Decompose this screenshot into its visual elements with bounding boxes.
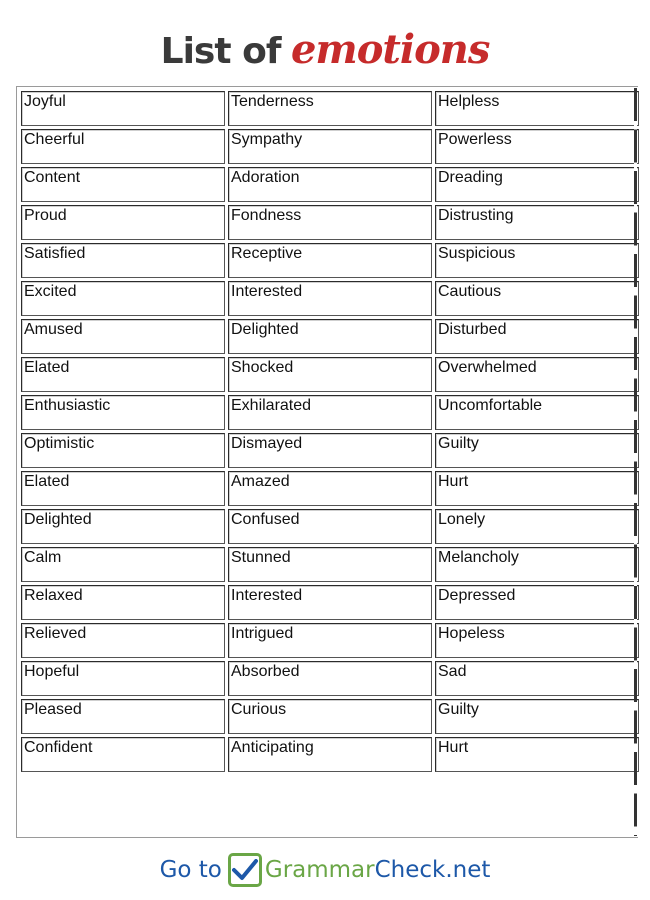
emotion-cell: Shocked [228, 357, 432, 392]
footer-link[interactable] [0, 848, 650, 892]
emotion-cell: Cheerful [21, 129, 225, 164]
emotion-cell: Joyful [21, 91, 225, 126]
emotion-cell: Disturbed [435, 319, 639, 354]
emotion-cell: Curious [228, 699, 432, 734]
emotion-cell: Delighted [228, 319, 432, 354]
emotion-cell: Hurt [435, 471, 639, 506]
emotion-cell: Elated [21, 357, 225, 392]
emotion-cell: Dismayed [228, 433, 432, 468]
table-row [21, 243, 639, 278]
emotion-cell: Guilty [435, 433, 639, 468]
emotion-cell: Helpless [435, 91, 639, 126]
emotion-cell: Exhilarated [228, 395, 432, 430]
emotion-cell: Lonely [435, 509, 639, 544]
emotion-cell: Cautious [435, 281, 639, 316]
table-row [21, 737, 639, 772]
table-row [21, 129, 639, 164]
title-plain: List of [160, 31, 281, 72]
emotion-cell: Delighted [21, 509, 225, 544]
emotion-cell: Suspicious [435, 243, 639, 278]
emotion-cell: Proud [21, 205, 225, 240]
emotion-cell: Enthusiastic [21, 395, 225, 430]
emotion-cell: Hopeful [21, 661, 225, 696]
checkmark-icon [228, 853, 262, 887]
table-row [21, 585, 639, 620]
table-row [21, 395, 639, 430]
table-row [21, 433, 639, 468]
page-title [0, 22, 650, 78]
emotion-cell: Stunned [228, 547, 432, 582]
emotion-cell: Receptive [228, 243, 432, 278]
emotion-cell: Hurt [435, 737, 639, 772]
table-row [21, 547, 639, 582]
emotion-cell: Hopeless [435, 623, 639, 658]
emotion-cell: Relieved [21, 623, 225, 658]
table-row [21, 281, 639, 316]
table-right-edge [634, 88, 637, 836]
table-row [21, 91, 639, 126]
emotion-cell: Content [21, 167, 225, 202]
table-row [21, 357, 639, 392]
emotion-cell: Adoration [228, 167, 432, 202]
emotion-cell: Amazed [228, 471, 432, 506]
emotion-cell: Uncomfortable [435, 395, 639, 430]
emotion-cell: Guilty [435, 699, 639, 734]
emotion-cell: Absorbed [228, 661, 432, 696]
emotion-cell: Amused [21, 319, 225, 354]
emotion-cell: Sad [435, 661, 639, 696]
emotion-cell: Interested [228, 281, 432, 316]
emotion-cell: Interested [228, 585, 432, 620]
table-row [21, 699, 639, 734]
footer-prefix: Go to [159, 857, 222, 883]
emotion-cell: Optimistic [21, 433, 225, 468]
brand-grammar: Grammar [264, 857, 375, 883]
emotion-cell: Satisfied [21, 243, 225, 278]
emotion-cell: Depressed [435, 585, 639, 620]
emotion-cell: Fondness [228, 205, 432, 240]
emotion-cell: Elated [21, 471, 225, 506]
table-row [21, 623, 639, 658]
emotion-cell: Relaxed [21, 585, 225, 620]
table-row [21, 661, 639, 696]
emotion-cell: Distrusting [435, 205, 639, 240]
emotion-cell: Powerless [435, 129, 639, 164]
emotion-cell: Melancholy [435, 547, 639, 582]
emotion-cell: Pleased [21, 699, 225, 734]
table-row [21, 319, 639, 354]
emotion-cell: Confused [228, 509, 432, 544]
emotion-cell: Tenderness [228, 91, 432, 126]
emotion-cell: Intrigued [228, 623, 432, 658]
emotion-cell: Sympathy [228, 129, 432, 164]
emotion-cell: Dreading [435, 167, 639, 202]
brand-check-net: Check.net [374, 857, 491, 883]
emotion-cell: Excited [21, 281, 225, 316]
emotion-cell: Anticipating [228, 737, 432, 772]
table-row [21, 509, 639, 544]
table-row [21, 167, 639, 202]
emotion-cell: Confident [21, 737, 225, 772]
title-emphasis: emotions [290, 26, 490, 73]
emotion-cell: Overwhelmed [435, 357, 639, 392]
emotions-table [18, 88, 642, 775]
table-row [21, 471, 639, 506]
table-row [21, 205, 639, 240]
emotion-cell: Calm [21, 547, 225, 582]
